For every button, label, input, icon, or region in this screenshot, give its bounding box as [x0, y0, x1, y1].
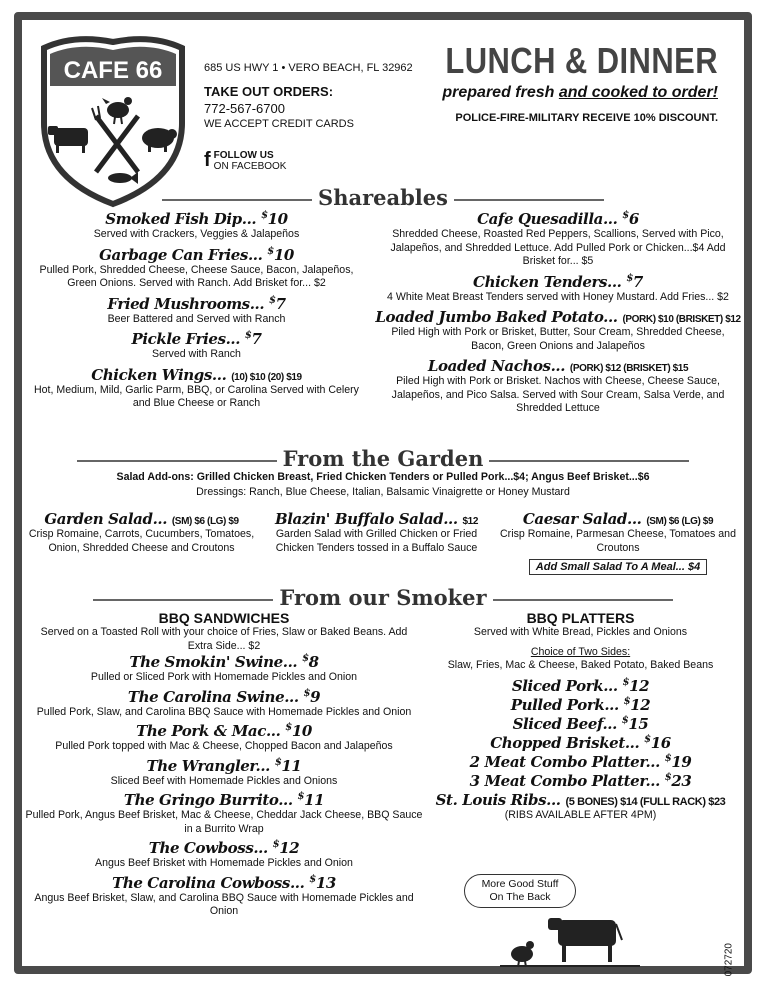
item-title: The Cowboss... [148, 839, 268, 857]
platters-heading: BBQ PLATTERS [526, 610, 635, 626]
platter-list [419, 677, 742, 790]
item-title: The Pork & Mac... [136, 722, 281, 740]
item-description: Angus Beef Brisket, Slaw, and Carolina BBQ Sauce with Homemade Pickles and Onion [34, 891, 414, 917]
divider [493, 599, 673, 601]
salad-item [264, 510, 489, 555]
item-title: 3 Meat Combo Platter... [469, 771, 660, 790]
item-price: $12 [622, 676, 650, 695]
menu-item [419, 772, 742, 790]
item-title: Sliced Beef... [512, 714, 617, 733]
item-title: Loaded Nachos... [427, 357, 566, 375]
item-price: $6 [622, 210, 639, 228]
divider [162, 199, 312, 201]
item-name [374, 308, 742, 326]
dressings-text: Dressings: Ranch, Blue Cheese, Italian, Balsamic Vinaigrette or Honey Mustard [196, 486, 570, 498]
ribs-price: (5 BONES) $14 (FULL RACK) $23 [565, 795, 726, 808]
platters-intro: Served with White Bread, Pickles and Onions [473, 626, 688, 638]
item-title: Garbage Can Fries... [99, 245, 263, 264]
item-title: Pulled Pork... [510, 695, 619, 714]
item-name [24, 366, 369, 384]
item-name [374, 210, 742, 228]
item-name [374, 357, 742, 375]
menu-item [24, 874, 424, 919]
item-title: Smoked Fish Dip... [105, 210, 257, 228]
discount-note: POLICE-FIRE-MILITARY RECEIVE 10% DISCOUNT. [455, 112, 718, 124]
menu-item [419, 696, 742, 714]
item-price: (SM) $6 (LG) $9 [171, 516, 239, 527]
tagline-part-1: prepared fresh [442, 84, 555, 101]
item-price: $15 [621, 714, 649, 733]
platters-column [419, 610, 742, 822]
choice-options: Slaw, Fries, Mac & Cheese, Baked Potato, Baked Beans [447, 659, 714, 671]
item-price: $12 [272, 839, 300, 857]
item-title: 2 Meat Combo Platter... [469, 752, 660, 771]
ribs-item [419, 791, 742, 809]
item-description: Crisp Romaine, Parmesan Cheese, Tomatoes and Croutons [500, 528, 736, 554]
item-price: $23 [664, 771, 692, 790]
menu-item [374, 273, 742, 305]
item-price: $7 [244, 330, 262, 348]
dollar-sign: $ [309, 873, 316, 885]
item-description: 4 White Meat Breast Tenders served with Honey Mustard. Add Fries... $2 [387, 290, 729, 303]
item-price: (PORK) $10 (BRISKET) $12 [622, 314, 741, 325]
item-price: $11 [297, 791, 325, 809]
item-description: Hot, Medium, Mild, Garlic Parm, BBQ, or Carolina Served with Celery and Blue Cheese or Ranch [34, 383, 359, 409]
dollar-sign: $ [302, 653, 309, 664]
item-name [419, 772, 742, 790]
item-price: $10 [261, 210, 288, 228]
dollar-sign: $ [621, 714, 629, 726]
item-title: The Gringo Burrito... [123, 791, 293, 809]
item-description: Angus Beef Brisket with Homemade Pickles and Onion [95, 857, 353, 869]
dollar-sign: $ [644, 733, 651, 745]
item-name [419, 753, 742, 771]
section-heading-smoker [24, 585, 742, 610]
menu-item [24, 722, 424, 754]
facebook-follow: FOLLOW US [213, 149, 274, 161]
tagline-part-2: and cooked to order! [558, 84, 718, 101]
dollar-sign: $ [269, 294, 276, 306]
phone-number: 772-567-6700 [204, 101, 285, 116]
addons-text: Salad Add-ons: Grilled Chicken Breast, Fried Chicken Tenders or Pulled Pork...$4; Angus Beef Brisket...$6 [116, 471, 650, 483]
item-name [419, 677, 742, 695]
contact-block [204, 62, 414, 130]
dollar-sign: $ [664, 752, 672, 764]
item-price: $10 [285, 722, 312, 740]
ribs-name: St. Louis Ribs... [435, 790, 561, 809]
item-name [24, 330, 369, 348]
item-name [24, 839, 424, 857]
item-price: $16 [644, 733, 671, 752]
menu-item [419, 753, 742, 771]
dollar-sign: $ [274, 756, 282, 768]
item-price: $7 [269, 294, 286, 313]
dollar-sign: $ [285, 722, 292, 733]
item-title: The Carolina Swine... [127, 687, 299, 706]
item-price: $12 [462, 516, 479, 527]
menu-item [24, 791, 424, 836]
dollar-sign: $ [623, 695, 631, 707]
salad-addons [24, 470, 742, 500]
item-price: (PORK) $12 (BRISKET) $15 [569, 363, 689, 374]
section-heading-garden [24, 446, 742, 471]
shareables-right-column [374, 210, 742, 416]
item-title: Loaded Jumbo Baked Potato... [375, 308, 618, 326]
dollar-sign: $ [267, 245, 274, 257]
address: 685 US HWY 1 • VERO BEACH, FL 32962 [204, 62, 413, 74]
menu-item [24, 246, 369, 291]
item-name [24, 757, 424, 775]
item-description: Served with Ranch [152, 348, 241, 360]
section-title: From the Garden [282, 446, 484, 471]
divider [454, 199, 604, 201]
menu-item [24, 688, 424, 720]
item-name [494, 510, 742, 528]
sandwiches-column [24, 610, 424, 919]
item-description: Sliced Beef with Homemade Pickles and Onions [110, 774, 338, 787]
item-name [24, 246, 369, 264]
item-name [24, 510, 259, 528]
menu-item [24, 295, 369, 327]
dollar-sign: $ [297, 791, 305, 802]
item-name [419, 734, 742, 752]
item-description: Pulled Pork, Slaw, and Carolina BBQ Sauce with Homemade Pickles and Onion [36, 705, 412, 718]
tagline [442, 84, 718, 102]
menu-item [24, 210, 369, 242]
item-price: $12 [623, 695, 651, 714]
section-title: Shareables [318, 185, 448, 210]
item-name [374, 273, 742, 291]
menu-code: 072720 [723, 943, 734, 977]
facebook-label: ON FACEBOOK [213, 160, 287, 172]
sandwiches-intro: Served on a Toasted Roll with your choice of Fries, Slaw or Baked Beans. Add Extra Side... $2 [40, 626, 408, 652]
menu-sheet [24, 22, 742, 977]
choice-label-text: Choice of Two Sides: [530, 645, 631, 658]
item-title: Chopped Brisket... [490, 733, 640, 752]
item-name [419, 715, 742, 733]
footer-chicken-icon [511, 941, 534, 967]
menu-item [24, 366, 369, 411]
item-description: Shredded Cheese, Roasted Red Peppers, Scallions, Served with Pico, Jalapeños, and Shredded Lettuce. Add Pulled Pork or Chicken...$4 Add Brisket for... $5 [390, 228, 726, 267]
item-title: Fried Mushrooms... [107, 294, 265, 313]
small-salad-note: Add Small Salad To A Meal... $4 [529, 559, 707, 575]
item-description: Piled High with Pork or Brisket, Butter, Sour Cream, Shredded Cheese, Bacon, Green Onions and Jalapeños [391, 326, 725, 352]
menu-title: LUNCH & DINNER [445, 40, 718, 81]
sandwich-list [24, 653, 424, 919]
item-title: Blazin' Buffalo Salad... [274, 510, 458, 528]
item-title: The Smokin' Swine... [129, 653, 298, 671]
item-name [24, 210, 369, 228]
item-title: Garden Salad... [44, 510, 168, 528]
item-description: Beer Battered and Served with Ranch [107, 312, 286, 325]
item-name [24, 653, 424, 671]
item-price: $11 [274, 756, 302, 775]
salad-item [494, 510, 742, 575]
item-price: $8 [302, 653, 319, 671]
item-title: Chicken Wings... [91, 365, 227, 384]
item-price: (10) $10 (20) $19 [231, 371, 302, 383]
item-price: $19 [664, 752, 692, 771]
item-price: (SM) $6 (LG) $9 [646, 516, 714, 527]
footer-cow-icon [548, 918, 622, 962]
dollar-sign: $ [261, 210, 268, 221]
menu-item [24, 839, 424, 871]
item-price: $10 [267, 245, 294, 264]
item-description: Crisp Romaine, Carrots, Cucumbers, Tomatoes, Onion, Shredded Cheese and Croutons [28, 528, 255, 554]
menu-item [419, 715, 742, 733]
item-price: $9 [303, 687, 321, 706]
item-title: Chicken Tenders... [473, 272, 622, 291]
item-description: Served with Crackers, Veggies & Jalapeños [93, 228, 300, 240]
item-title: Pickle Fries... [131, 330, 241, 348]
item-description: Pulled Pork topped with Mac & Cheese, Chopped Bacon and Jalapeños [55, 740, 393, 752]
section-title: From our Smoker [279, 585, 487, 610]
section-heading-shareables [24, 185, 742, 210]
dollar-sign: $ [622, 676, 630, 688]
menu-item [419, 734, 742, 752]
takeout-label: TAKE OUT ORDERS: [204, 84, 334, 99]
divider [489, 460, 689, 462]
dollar-sign: $ [622, 210, 629, 221]
item-title: Sliced Pork... [511, 676, 618, 695]
item-title: The Carolina Cowboss... [112, 873, 305, 892]
item-name [24, 874, 424, 892]
dollar-sign: $ [303, 687, 311, 699]
bubble-line-2: On The Back [489, 891, 551, 903]
item-name [24, 722, 424, 740]
item-name [264, 510, 489, 528]
item-price: $13 [309, 873, 336, 892]
menu-item [24, 653, 424, 685]
item-description: Pulled or Sliced Pork with Homemade Pickles and Onion [90, 671, 358, 683]
shareables-left-column [24, 210, 369, 411]
item-description: Pulled Pork, Shredded Cheese, Cheese Sauce, Bacon, Jalapeños, Green Onions. Served with Ranch. Add Brisket for... $2 [39, 263, 354, 289]
item-title: The Wrangler... [146, 756, 270, 775]
dollar-sign: $ [626, 272, 633, 284]
sandwiches-heading: BBQ SANDWICHES [158, 610, 290, 626]
logo-text: CAFE 66 [63, 57, 163, 84]
facebook-block [204, 149, 286, 172]
menu-item [374, 308, 742, 353]
item-title: Cafe Quesadilla... [477, 210, 618, 228]
menu-item [419, 677, 742, 695]
item-title: Caesar Salad... [522, 510, 642, 528]
dollar-sign: $ [664, 771, 672, 783]
ribs-note: (RIBS AVAILABLE AFTER 4PM) [504, 808, 657, 821]
menu-item [24, 330, 369, 362]
item-name [419, 696, 742, 714]
choice-label [419, 646, 742, 660]
item-price: $7 [626, 272, 643, 291]
cafe-66-shield-logo [34, 28, 192, 210]
menu-item [24, 757, 424, 789]
salad-item [24, 510, 259, 555]
menu-item [374, 210, 742, 269]
item-name [24, 688, 424, 706]
credit-card-note: WE ACCEPT CREDIT CARDS [204, 118, 354, 130]
item-description: Garden Salad with Grilled Chicken or Fried Chicken Tenders tossed in a Buffalo Sauce [275, 528, 478, 554]
item-description: Pulled Pork, Angus Beef Brisket, Mac & Cheese, Cheddar Jack Cheese, BBQ Sauce in a Burrito Wrap [25, 809, 423, 835]
more-on-back-bubble [464, 874, 576, 908]
item-name [24, 295, 369, 313]
facebook-icon: f [204, 149, 211, 171]
menu-item [374, 357, 742, 416]
divider [93, 599, 273, 601]
item-description: Piled High with Pork or Brisket. Nachos with Cheese, Cheese Sauce, Jalapeños, and Pico Salsa. Served with Sour Cream, Salsa Verde, and Shredded Lettuce [391, 375, 725, 414]
dollar-sign: $ [272, 839, 280, 850]
cow-chicken-icon [500, 910, 640, 968]
bubble-line-1: More Good Stuff [481, 878, 559, 890]
divider [77, 460, 277, 462]
dollar-sign: $ [244, 330, 252, 341]
item-name [24, 791, 424, 809]
